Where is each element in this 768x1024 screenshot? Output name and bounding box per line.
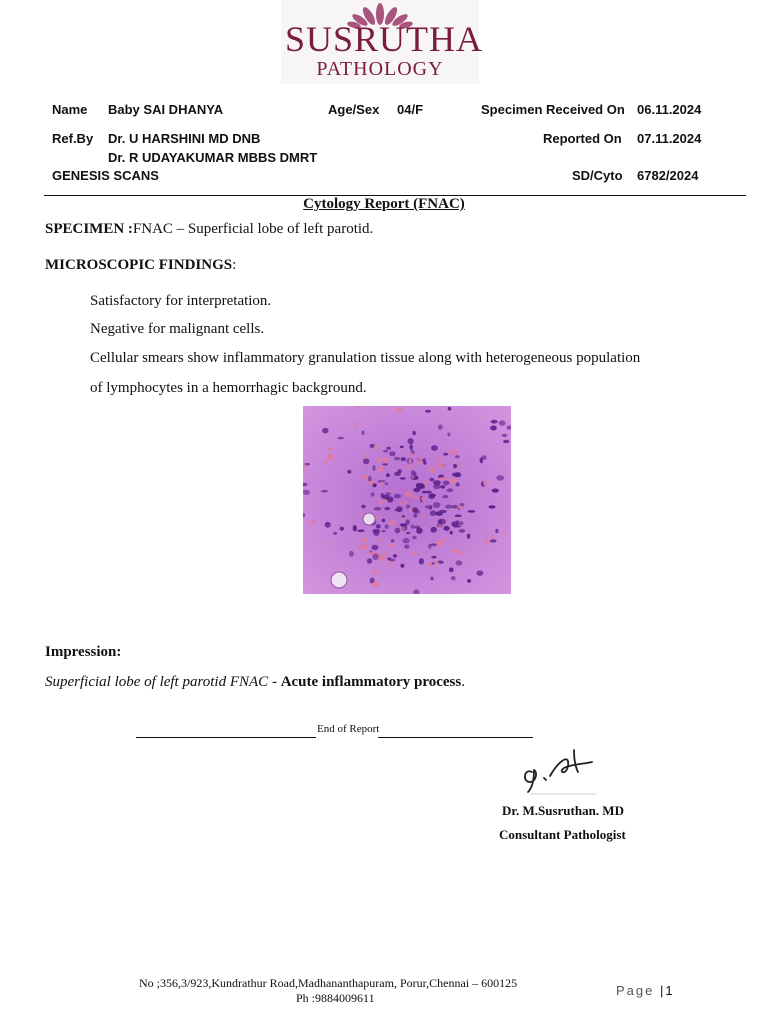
received-value: 06.11.2024: [637, 102, 702, 117]
report-title-text: Cytology Report (FNAC): [303, 196, 465, 212]
logo-text-line2: PATHOLOGY: [316, 58, 444, 80]
logo-text-line1: SUSRUTHA: [285, 19, 484, 59]
page-indicator: [616, 983, 675, 998]
specimen-value: FNAC – Superficial lobe of left parotid.: [132, 221, 374, 237]
page-separator: |: [660, 983, 666, 998]
finding-line: Negative for malignant cells.: [90, 321, 265, 337]
specimen-label: SPECIMEN :: [45, 221, 133, 237]
microscopic-colon: :: [232, 257, 237, 273]
end-rule-left: [136, 737, 316, 738]
footer-address: No ;356,3/923,Kundrathur Road,Madhananthapuram, Porur,Chennai – 600125: [139, 976, 518, 990]
microscopic-label: MICROSCOPIC FINDINGS: [45, 257, 233, 273]
page-number: 1: [665, 983, 675, 998]
signatory-name: Dr. M.Susruthan. MD: [502, 803, 624, 818]
sd-value: 6782/2024: [637, 168, 699, 183]
end-rule-right: [378, 737, 533, 738]
impression-result: Acute inflammatory process: [280, 674, 462, 690]
page-label: Page: [616, 983, 655, 998]
report-title: [0, 196, 768, 213]
reported-value: 07.11.2024: [637, 131, 702, 146]
finding-line: Satisfactory for interpretation.: [90, 293, 272, 309]
signatory-title: Consultant Pathologist: [499, 827, 626, 842]
refby-value-2: Dr. R UDAYAKUMAR MBBS DMRT: [108, 150, 318, 165]
micrograph-image: [303, 406, 511, 594]
impression-label: Impression:: [45, 644, 122, 660]
impression-end: .: [461, 674, 465, 690]
received-label: Specimen Received On: [481, 102, 625, 117]
refby-label: Ref.By: [52, 131, 94, 146]
end-of-report: End of Report: [317, 723, 380, 735]
impression-site: Superficial lobe of left parotid FNAC: [45, 674, 269, 690]
name-label: Name: [52, 102, 88, 117]
lab-logo: [281, 0, 484, 84]
agesex-value: 04/F: [397, 102, 424, 117]
impression-line: [45, 674, 465, 691]
sd-label: SD/Cyto: [572, 168, 623, 183]
agesex-label: Age/Sex: [328, 102, 380, 117]
refby-value-1: Dr. U HARSHINI MD DNB: [108, 131, 261, 146]
signature-mark: [518, 742, 600, 798]
microscopic-heading: [45, 257, 236, 274]
cytology-micrograph: [303, 406, 511, 594]
finding-line: of lymphocytes in a hemorrhagic background.: [90, 380, 367, 396]
name-value: Baby SAI DHANYA: [108, 102, 224, 117]
specimen-line: [45, 221, 373, 238]
reported-label: Reported On: [543, 131, 622, 146]
footer-phone: Ph :9884009611: [296, 991, 375, 1005]
finding-line: Cellular smears show inflammatory granulation tissue along with heterogeneous population: [90, 350, 641, 366]
impression-dash: -: [268, 674, 281, 690]
referring-center: GENESIS SCANS: [52, 168, 159, 183]
